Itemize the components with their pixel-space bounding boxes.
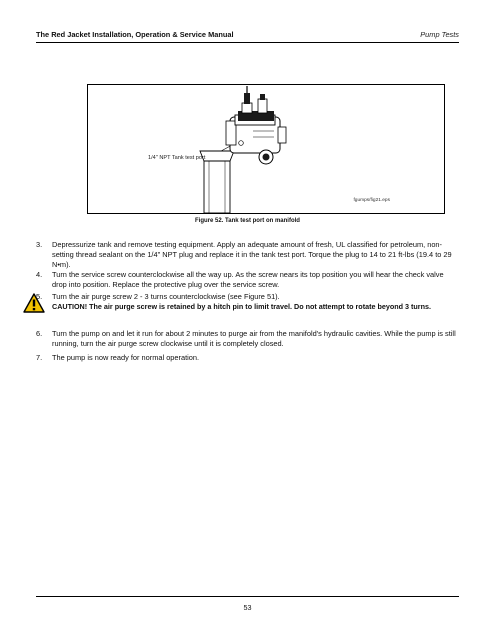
step-text: Turn the pump on and let it run for about 2 minutes to purge air from the manifold's hydraulic cavities. While the pump is still running, turn the air purge screw clockwise until it is completely closed.: [52, 329, 456, 348]
footer-divider: [36, 596, 459, 597]
pump-manifold-illustration: [88, 85, 444, 213]
figure-file-label: fgumps/fig21.eps: [353, 198, 390, 203]
warning-icon: [23, 293, 45, 313]
step-text: The pump is now ready for normal operation.: [52, 353, 200, 362]
step-number: 6.: [36, 329, 43, 338]
step-4: [36, 270, 459, 290]
step-text: Turn the air purge screw 2 - 3 turns counterclockwise (see Figure 51).: [52, 292, 280, 301]
step-6: [36, 329, 459, 349]
caution-notice: CAUTION! The air purge screw is retained by a hitch pin to limit travel. Do not attempt to rotate beyond 3 turns.: [52, 302, 431, 311]
step-number: 5.: [36, 292, 43, 301]
step-number: 4.: [36, 270, 43, 279]
step-number: 7.: [36, 353, 43, 362]
step-5: [36, 292, 459, 302]
manual-title: The Red Jacket Installation, Operation & Service Manual: [36, 30, 234, 39]
figure-frame: [87, 84, 445, 214]
section-title: Pump Tests: [420, 30, 459, 39]
figure-caption: Figure 52. Tank test port on manifold: [195, 218, 300, 224]
page-number: 53: [243, 603, 252, 612]
step-text: Depressurize tank and remove testing equipment. Apply an adequate amount of fresh, UL classified for petroleum, non-setting thread sealant on the 1/4" NPT plug and replace it in the tank test port. Torque the plug to 14 to 21 ft-lbs (19.4 to 29 N•m).: [52, 240, 452, 269]
step-7: [36, 353, 459, 363]
step-3: [36, 240, 459, 269]
tank-test-port-callout: 1/4" NPT Tank test port: [148, 155, 206, 161]
header-divider: [36, 42, 459, 43]
step-text: Turn the service screw counterclockwise all the way up. As the screw nears its top position you will hear the check valve drop into position. Replace the protective plug over the service screw.: [52, 270, 444, 289]
step-number: 3.: [36, 240, 43, 249]
